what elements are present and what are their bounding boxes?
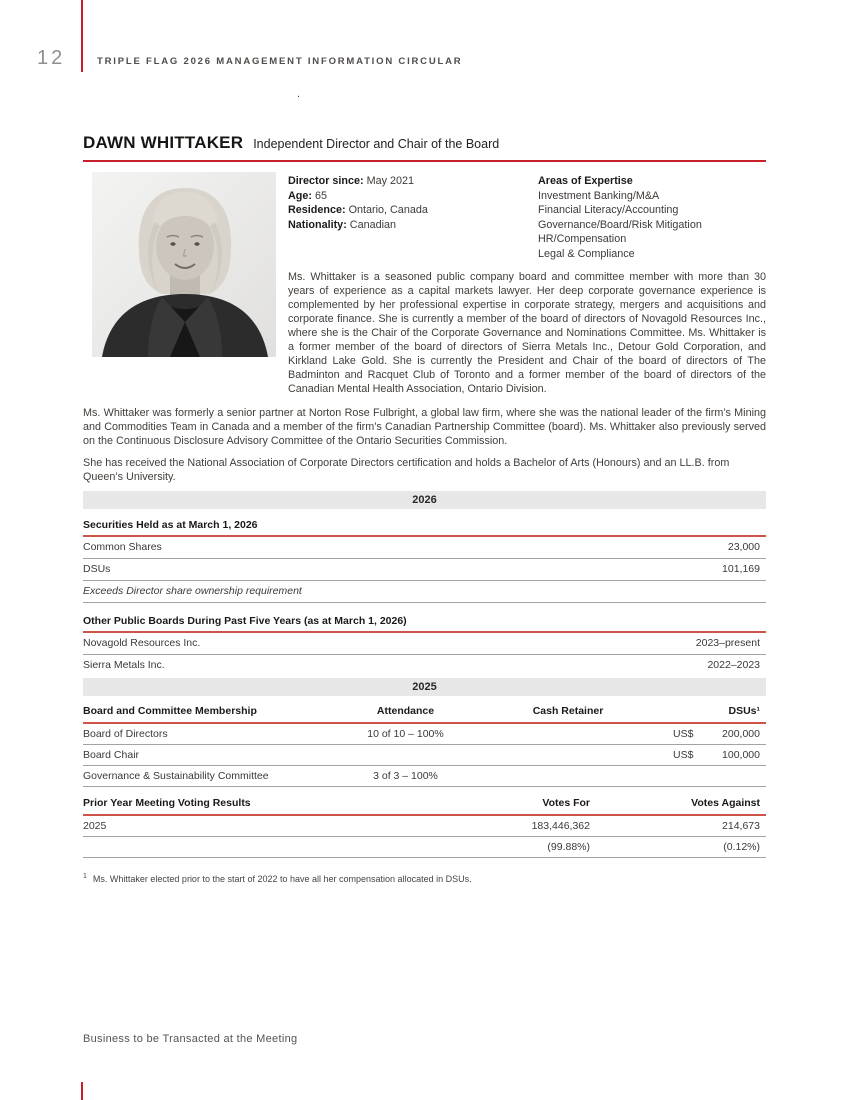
board-tenure: 2023–present <box>695 637 760 650</box>
membership-dsus <box>643 728 766 740</box>
year-band-2025: 2025 <box>83 678 766 696</box>
dsu-amount: 100,000 <box>722 748 760 761</box>
facts-columns <box>288 174 766 262</box>
bio-paragraph-1: Ms. Whittaker is a seasoned public company board and committee member with more than 30 years of experience as a capital markets lawyer. Her deep corporate governance experience is complemented by her professional expertise in corporate strategy, mergers and acquisitions and corporate finance. She is currently a member of the board of directors of Novagold Resources Inc., where she is the Chair of the Corporate Governance and Nominations Committee. Ms. Whittaker is a former member of the board of directors of Sierra Metals Inc., Detour Gold Corporation, and Kirkland Lake Gold. She is currently the President and Chair of the board of directors of The Badminton and Racquet Club of Toronto and a former member of the board of directors of the Canadian Mental Health Association, Ontario Division. <box>288 270 766 395</box>
expertise-item: Legal & Compliance <box>538 247 635 260</box>
table-row <box>83 766 766 787</box>
column-header-cash-retainer: Cash Retainer <box>532 704 604 717</box>
director-portrait-photo <box>92 172 276 357</box>
year-band-2026: 2026 <box>83 491 766 509</box>
fact-label: Age: <box>288 189 312 202</box>
table-row <box>83 633 766 655</box>
fact-value: Ontario, Canada <box>348 204 428 217</box>
membership-attendance: 10 of 10 – 100% <box>367 727 444 740</box>
column-header-voting-results: Prior Year Meeting Voting Results <box>83 796 251 809</box>
membership-name: Board of Directors <box>83 727 168 740</box>
votes-against-percent: (0.12%) <box>723 840 760 853</box>
membership-dsus <box>643 749 766 761</box>
ownership-note: Exceeds Director share ownership requirement <box>83 585 302 598</box>
dsu-amount: 200,000 <box>722 727 760 740</box>
security-value: 101,169 <box>722 563 760 576</box>
security-label: Common Shares <box>83 541 162 554</box>
expertise-item: Governance/Board/Risk Mitigation <box>538 218 702 231</box>
column-header-votes-against: Votes Against <box>691 796 760 809</box>
expertise-title: Areas of Expertise <box>538 175 633 187</box>
currency-code: US$ <box>673 727 694 740</box>
membership-name: Governance & Sustainability Committee <box>83 769 269 782</box>
running-header-title: TRIPLE FLAG 2026 MANAGEMENT INFORMATION CIRCULAR <box>97 56 463 67</box>
membership-table-header <box>83 705 766 722</box>
footnote-text: Ms. Whittaker elected prior to the start of 2022 to have all her compensation allocated in DSUs. <box>92 873 472 884</box>
table-row <box>83 724 766 745</box>
expertise-item: Financial Literacy/Accounting <box>538 204 679 217</box>
footer-section-label: Business to be Transacted at the Meeting <box>83 1033 298 1045</box>
column-header-votes-for: Votes For <box>542 796 590 809</box>
table-row <box>83 816 766 837</box>
securities-table-title: Securities Held as at March 1, 2026 <box>83 518 258 531</box>
personal-facts <box>288 174 538 262</box>
fact-value: Canadian <box>349 218 397 231</box>
profile-row <box>83 172 766 396</box>
director-name: DAWN WHITTAKER <box>83 133 244 152</box>
director-profile-section <box>83 133 766 884</box>
areas-of-expertise <box>538 174 766 262</box>
name-red-underline <box>83 160 766 162</box>
voting-year: 2025 <box>83 819 107 832</box>
table-row <box>83 655 766 676</box>
footnote-marker: 1 <box>83 872 87 880</box>
table-row <box>83 745 766 766</box>
fact-director-since <box>288 174 538 189</box>
top-red-rule <box>81 0 83 72</box>
board-tenure: 2022–2023 <box>707 659 760 672</box>
expertise-item: Investment Banking/M&A <box>538 189 660 202</box>
director-name-row <box>83 133 766 153</box>
fact-label: Residence: <box>288 204 346 217</box>
board-name: Novagold Resources Inc. <box>83 637 201 650</box>
membership-attendance: 3 of 3 – 100% <box>373 769 438 782</box>
board-name: Sierra Metals Inc. <box>83 659 165 672</box>
footnote <box>83 873 766 884</box>
expertise-item: HR/Compensation <box>538 233 627 246</box>
table-row <box>83 559 766 581</box>
page-number: 12 <box>37 47 66 69</box>
table-row <box>83 837 766 858</box>
other-boards-table-title: Other Public Boards During Past Five Years (as at March 1, 2026) <box>83 614 407 627</box>
column-header-membership: Board and Committee Membership <box>83 704 257 717</box>
portrait-illustration <box>92 172 276 357</box>
votes-against-value: 214,673 <box>722 819 760 832</box>
fact-label: Nationality: <box>288 218 347 231</box>
director-role: Independent Director and Chair of the Board <box>253 137 500 151</box>
votes-for-percent: (99.88%) <box>547 840 590 853</box>
column-header-dsus: DSUs¹ <box>728 704 760 717</box>
fact-label: Director since: <box>288 175 364 187</box>
stray-period-mark: . <box>297 88 301 100</box>
column-header-attendance: Attendance <box>376 704 435 717</box>
bio-paragraph-2: Ms. Whittaker was formerly a senior partner at Norton Rose Fulbright, a global law firm, where she was the national leader of the firm’s Mining and Commodities Team in Canada and a member of the firm’s Canadian Partnership Committee (board). Ms. Whittaker also previously served on the Continuous Disclosure Advisory Committee of the Ontario Securities Commission. <box>83 406 766 447</box>
votes-for-value: 183,446,362 <box>531 819 590 832</box>
fact-value: 65 <box>315 189 328 202</box>
fact-nationality <box>288 218 538 233</box>
voting-table-header <box>83 797 766 814</box>
bio-paragraph-3: She has received the National Association of Corporate Directors certification and holds a Bachelor of Arts (Honours) and an LL.B. from Queen’s University. <box>83 456 730 483</box>
table-row <box>83 581 766 603</box>
bottom-red-rule <box>81 1082 83 1100</box>
fact-value: May 2021 <box>366 175 415 187</box>
currency-code: US$ <box>673 748 694 761</box>
membership-name: Board Chair <box>83 748 140 761</box>
security-value: 23,000 <box>727 541 760 554</box>
fact-age <box>288 189 538 204</box>
security-label: DSUs <box>83 563 111 576</box>
fact-residence <box>288 203 538 218</box>
profile-details <box>276 172 766 396</box>
table-row <box>83 537 766 559</box>
